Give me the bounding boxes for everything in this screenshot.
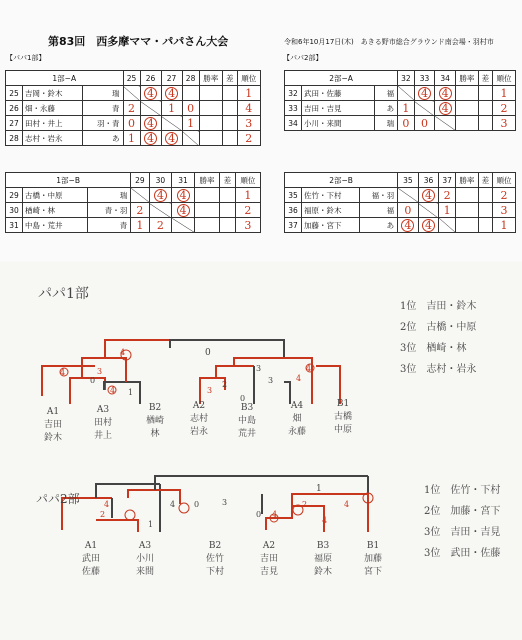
row-no: 36 (285, 203, 302, 218)
table-row (285, 116, 516, 131)
row-no: 27 (6, 116, 23, 131)
col-win: 勝率 (194, 173, 219, 188)
bracket-score: 4 (110, 386, 116, 395)
table-row (6, 101, 261, 116)
diag-cell (149, 203, 172, 218)
diag-cell (123, 86, 140, 101)
bracket-score: 0 (256, 510, 262, 519)
bracket-player: B2 佐竹 下村 (205, 541, 224, 577)
row-no: 29 (6, 188, 23, 203)
col-num: 35 (398, 173, 419, 188)
row-team: あ (359, 218, 398, 233)
rank-cell: 2 (235, 203, 260, 218)
section-label-papa1: 【パパ1部】 (6, 54, 46, 62)
table-row (285, 101, 516, 116)
bracket-score: 4 (120, 348, 126, 357)
row-team: 青 (83, 101, 123, 116)
bracket-score: 4 (296, 374, 302, 383)
score-cell: 1 (182, 116, 199, 131)
score-circle (125, 510, 135, 520)
score-cell (140, 131, 161, 146)
row-name: 吉田・吉見 (302, 101, 375, 116)
rank-cell: 3 (235, 218, 260, 233)
rank-list-papa2 (424, 480, 500, 564)
row-name: 畑・永藤 (23, 101, 83, 116)
bracket-player: A1 武田 佐藤 (81, 541, 100, 577)
row-name: 志村・岩永 (23, 131, 83, 146)
row-no: 33 (285, 101, 302, 116)
col-num: 32 (398, 71, 415, 86)
table-row (6, 218, 261, 233)
bracket-player: B3 中島 荒井 (237, 403, 256, 439)
group-label: 1部−A (6, 71, 124, 86)
score-cell: 0 (123, 116, 140, 131)
bracket-score: 1 (128, 388, 134, 397)
score-win: 4 (154, 189, 167, 202)
score-cell (161, 131, 182, 146)
group-label: 1部−B (6, 173, 131, 188)
row-no: 26 (6, 101, 23, 116)
row-no: 28 (6, 131, 23, 146)
row-name: 福原・鈴木 (302, 203, 360, 218)
table-row (6, 86, 261, 101)
row-no: 25 (6, 86, 23, 101)
score-win: 4 (418, 87, 431, 100)
bracket-player: A3 田村 井上 (93, 405, 112, 441)
score-cell: 2 (131, 203, 149, 218)
score-win: 4 (422, 219, 435, 232)
score-cell (418, 188, 439, 203)
rank-item: 2位 古橋・中原 (400, 322, 477, 333)
row-name: 吉岡・鈴木 (23, 86, 83, 101)
col-num: 37 (439, 173, 456, 188)
score-win: 4 (177, 189, 190, 202)
bracket-score: 0 (205, 348, 211, 358)
bracket-score: 4 (170, 500, 176, 509)
league-table-2a (284, 70, 516, 131)
score-cell: 2 (149, 218, 172, 233)
diag-cell (439, 218, 456, 233)
bracket-score: 4 (322, 516, 328, 525)
rank-item: 3位 楢崎・林 (400, 343, 467, 354)
score-cell (149, 188, 172, 203)
row-team: 青 (87, 218, 130, 233)
row-name: 中島・荒井 (23, 218, 88, 233)
rank-cell: 4 (237, 101, 260, 116)
col-diff: 差 (478, 173, 492, 188)
bracket-score: 0 (194, 500, 200, 509)
bracket-score: 4 (272, 510, 278, 519)
bracket-score: 4 (60, 368, 66, 377)
col-num: 33 (414, 71, 435, 86)
row-name: 楢崎・林 (23, 203, 88, 218)
rank-item: 2位 加藤・宮下 (424, 506, 501, 517)
bracket-player: A2 吉田 吉見 (259, 541, 278, 577)
col-diff: 差 (220, 173, 236, 188)
diag-cell (435, 116, 456, 131)
bracket-score: 0 (90, 376, 96, 385)
score-cell (398, 218, 419, 233)
score-cell: 2 (123, 101, 140, 116)
table-row (6, 203, 261, 218)
rank-item: 3位 武田・佐藤 (424, 548, 501, 559)
score-cell: 0 (414, 116, 435, 131)
row-no: 37 (285, 218, 302, 233)
diag-cell (140, 101, 161, 116)
score-cell (435, 101, 456, 116)
score-cell: 1 (398, 101, 415, 116)
bracket-score: 2 (100, 510, 106, 519)
score-win: 4 (177, 204, 190, 217)
league-table-2b (284, 172, 516, 233)
bracket-player: A3 小川 来間 (135, 541, 154, 577)
table-row (6, 188, 261, 203)
bracket-score: 4 (104, 500, 110, 509)
rank-cell: 1 (493, 86, 516, 101)
score-win: 4 (144, 87, 157, 100)
row-team: 福 (359, 203, 398, 218)
bracket-player: A1 吉田 鈴木 (43, 407, 62, 443)
col-num: 27 (161, 71, 182, 86)
league-table-1a (5, 70, 261, 146)
score-cell (172, 188, 195, 203)
rank-item: 3位 吉田・吉見 (424, 527, 501, 538)
row-team: あ (374, 101, 397, 116)
score-win: 4 (165, 87, 178, 100)
table-row (6, 116, 261, 131)
score-win: 4 (144, 132, 157, 145)
score-cell: 0 (398, 116, 415, 131)
bracket-score: 3 (222, 498, 228, 507)
row-no: 35 (285, 188, 302, 203)
col-num: 28 (182, 71, 199, 86)
row-no: 30 (6, 203, 23, 218)
col-num: 36 (418, 173, 439, 188)
col-num: 25 (123, 71, 140, 86)
bracket-title-papa2: パパ2部 (36, 492, 80, 506)
group-label: 2部−A (285, 71, 398, 86)
score-win: 4 (144, 117, 157, 130)
rank-cell: 2 (493, 188, 516, 203)
rank-list-papa1 (400, 296, 476, 380)
score-cell: 2 (439, 188, 456, 203)
col-num: 31 (172, 173, 195, 188)
col-rank: 順位 (235, 173, 260, 188)
rank-cell: 3 (493, 203, 516, 218)
bracket-player: B1 加藤 宮下 (363, 541, 382, 577)
diag-cell (414, 101, 435, 116)
bracket-score: 0 (240, 394, 246, 403)
score-win: 4 (439, 102, 452, 115)
score-cell (182, 86, 199, 101)
rank-cell: 1 (237, 86, 260, 101)
row-no: 31 (6, 218, 23, 233)
bracket-player: B2 楢崎 林 (145, 403, 164, 439)
score-cell: 0 (182, 101, 199, 116)
score-cell: 0 (398, 203, 419, 218)
score-cell (140, 86, 161, 101)
bracket-player: A4 畑 永藤 (287, 401, 306, 437)
table-row (6, 131, 261, 146)
bracket-score: 3 (256, 364, 262, 373)
bracket-player: B3 福原 鈴木 (313, 541, 332, 577)
bracket-score: 1 (316, 484, 322, 494)
row-no: 34 (285, 116, 302, 131)
diag-cell (172, 218, 195, 233)
col-diff: 差 (222, 71, 237, 86)
score-cell (414, 86, 435, 101)
section-label-papa2: 【パパ2部】 (283, 54, 323, 62)
col-win: 勝率 (455, 173, 478, 188)
event-info: 令和6年10月17日(木) あきる野市総合グラウンド南会場・羽村市 (284, 38, 494, 46)
score-cell (435, 86, 456, 101)
bracket-player: B1 古橋 中原 (333, 399, 352, 435)
rank-cell: 2 (493, 101, 516, 116)
row-name: 加藤・宮下 (302, 218, 360, 233)
score-cell: 1 (161, 101, 182, 116)
row-no: 32 (285, 86, 302, 101)
rank-cell: 3 (237, 116, 260, 131)
bracket-score: 3 (207, 386, 213, 395)
rank-cell: 1 (235, 188, 260, 203)
league-table-1b (5, 172, 261, 233)
score-win: 4 (439, 87, 452, 100)
bracket-score: 3 (268, 376, 274, 385)
diag-cell (398, 188, 419, 203)
row-name: 田村・井上 (23, 116, 83, 131)
rank-item: 1位 佐竹・下村 (424, 485, 501, 496)
bracket-score: 1 (148, 520, 154, 529)
bracket-score: 4 (306, 364, 312, 373)
score-cell: 1 (439, 203, 456, 218)
row-name: 佐竹・下村 (302, 188, 360, 203)
score-win: 4 (165, 132, 178, 145)
row-team: あ (83, 131, 123, 146)
diag-cell (418, 203, 439, 218)
col-num: 30 (149, 173, 172, 188)
row-name: 小川・来間 (302, 116, 375, 131)
bracket-score: 4 (344, 500, 350, 509)
bracket-score: 3 (97, 367, 103, 376)
score-win: 4 (422, 189, 435, 202)
diag-cell (398, 86, 415, 101)
rank-cell: 3 (493, 116, 516, 131)
col-num: 26 (140, 71, 161, 86)
table-row (285, 203, 516, 218)
score-circle (179, 503, 189, 513)
row-team: 福 (374, 86, 397, 101)
row-team: 瑞 (87, 188, 130, 203)
score-cell (161, 86, 182, 101)
bracket-title-papa1: パパ1部 (38, 286, 89, 302)
col-diff: 差 (478, 71, 492, 86)
row-team: 羽・青 (83, 116, 123, 131)
group-label: 2部−B (285, 173, 398, 188)
score-cell: 1 (123, 131, 140, 146)
score-cell: 1 (131, 218, 149, 233)
row-name: 武田・佐藤 (302, 86, 375, 101)
rank-cell: 1 (493, 218, 516, 233)
bracket-player: A2 志村 岩永 (189, 401, 208, 437)
score-win: 4 (401, 219, 414, 232)
page-title: 第83回 西多摩ママ・パパさん大会 (48, 35, 229, 48)
col-num: 34 (435, 71, 456, 86)
score-cell (418, 218, 439, 233)
diag-cell (161, 116, 182, 131)
diag-cell (182, 131, 199, 146)
bracket-score: 2 (222, 380, 228, 389)
row-team: 福・羽 (359, 188, 398, 203)
col-rank: 順位 (237, 71, 260, 86)
col-rank: 順位 (493, 173, 516, 188)
table-row (285, 188, 516, 203)
row-team: 青・羽 (87, 203, 130, 218)
table-row (285, 86, 516, 101)
col-num: 29 (131, 173, 149, 188)
rank-item: 1位 吉田・鈴木 (400, 301, 477, 312)
col-win: 勝率 (455, 71, 478, 86)
score-cell (140, 116, 161, 131)
row-team: 瑞 (374, 116, 397, 131)
row-name: 古橋・中原 (23, 188, 88, 203)
rank-item: 3位 志村・岩永 (400, 364, 477, 375)
table-row (285, 218, 516, 233)
score-cell (172, 203, 195, 218)
diag-cell (131, 188, 149, 203)
col-win: 勝率 (199, 71, 222, 86)
row-team: 瑞 (83, 86, 123, 101)
bracket-score: 2 (302, 500, 308, 509)
rank-cell: 2 (237, 131, 260, 146)
col-rank: 順位 (493, 71, 516, 86)
